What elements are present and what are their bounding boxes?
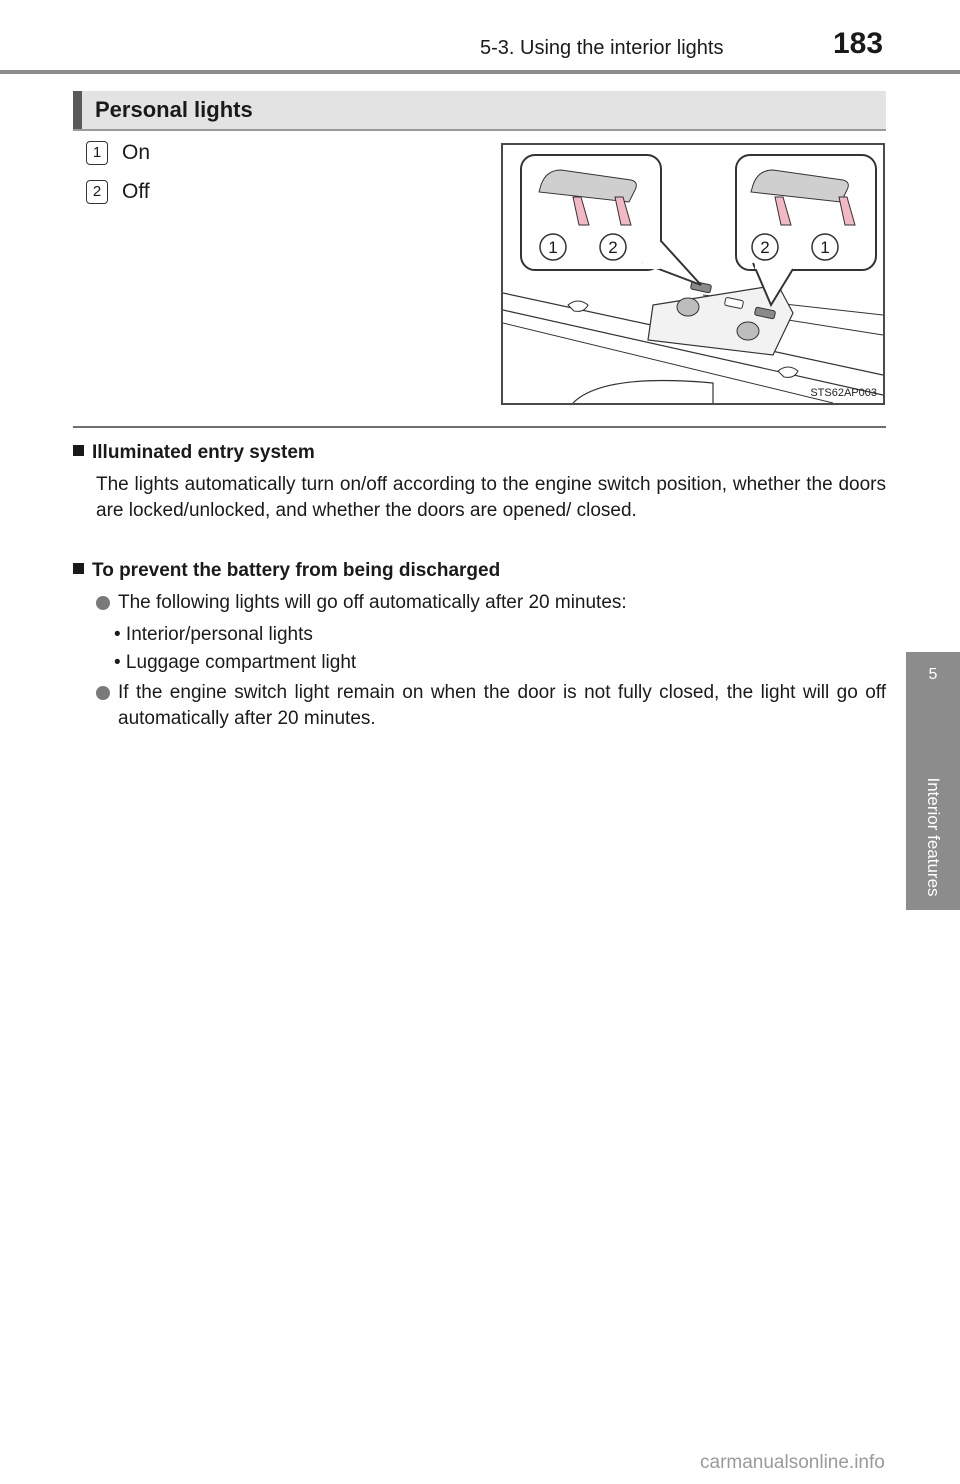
battery-heading xyxy=(73,560,500,582)
subheading-text: Illuminated entry system xyxy=(92,442,315,463)
page-number: 183 xyxy=(833,27,884,60)
item-label: Off xyxy=(122,180,150,203)
chapter-number: 5 xyxy=(928,666,938,683)
section-divider xyxy=(73,426,886,428)
illuminated-entry-heading xyxy=(73,442,315,464)
footer-watermark: carmanualsonline.info xyxy=(700,1452,885,1473)
heading-accent xyxy=(73,91,82,129)
overhead-console-illustration xyxy=(503,145,883,403)
battery-bullet-2 xyxy=(96,680,886,732)
callout-right-2: 2 xyxy=(760,238,770,257)
section-heading: Personal lights xyxy=(95,97,253,122)
section-title: 5-3. Using the interior lights xyxy=(480,37,724,59)
header-rule xyxy=(0,70,960,74)
callout-left-2: 2 xyxy=(608,238,618,257)
circle-bullet-icon xyxy=(96,686,110,700)
subheading-text: To prevent the battery from being discharged xyxy=(92,560,501,581)
circle-bullet-icon xyxy=(96,596,110,610)
square-bullet-icon xyxy=(73,445,84,456)
page-header xyxy=(0,0,960,80)
section-heading-bar xyxy=(73,91,886,131)
battery-bullet-1 xyxy=(96,590,886,616)
chapter-tab xyxy=(906,652,960,910)
item-label: On xyxy=(122,141,151,164)
item-badge: 1 xyxy=(86,141,108,165)
illuminated-entry-text: The lights automatically turn on/off according to the engine switch position, whether the doors are locked/unlocked, and whether the doors are opened/ closed. xyxy=(96,474,886,521)
callout-left-1: 1 xyxy=(548,238,558,257)
personal-lights-figure xyxy=(501,143,885,405)
subitem-interior-lights: • Interior/personal lights xyxy=(114,624,313,645)
bullet-text: The following lights will go off automatically after 20 minutes: xyxy=(118,592,627,613)
bullet-text: If the engine switch light remain on when the door is not fully closed, the light will go off automatically after 20 minutes. xyxy=(118,682,886,729)
callout-right-1: 1 xyxy=(820,238,830,257)
square-bullet-icon xyxy=(73,563,84,574)
item-badge: 2 xyxy=(86,180,108,204)
chapter-label: Interior features xyxy=(924,777,943,897)
figure-code: STS62AP003 xyxy=(810,387,877,399)
subitem-luggage-light: • Luggage compartment light xyxy=(114,652,357,673)
